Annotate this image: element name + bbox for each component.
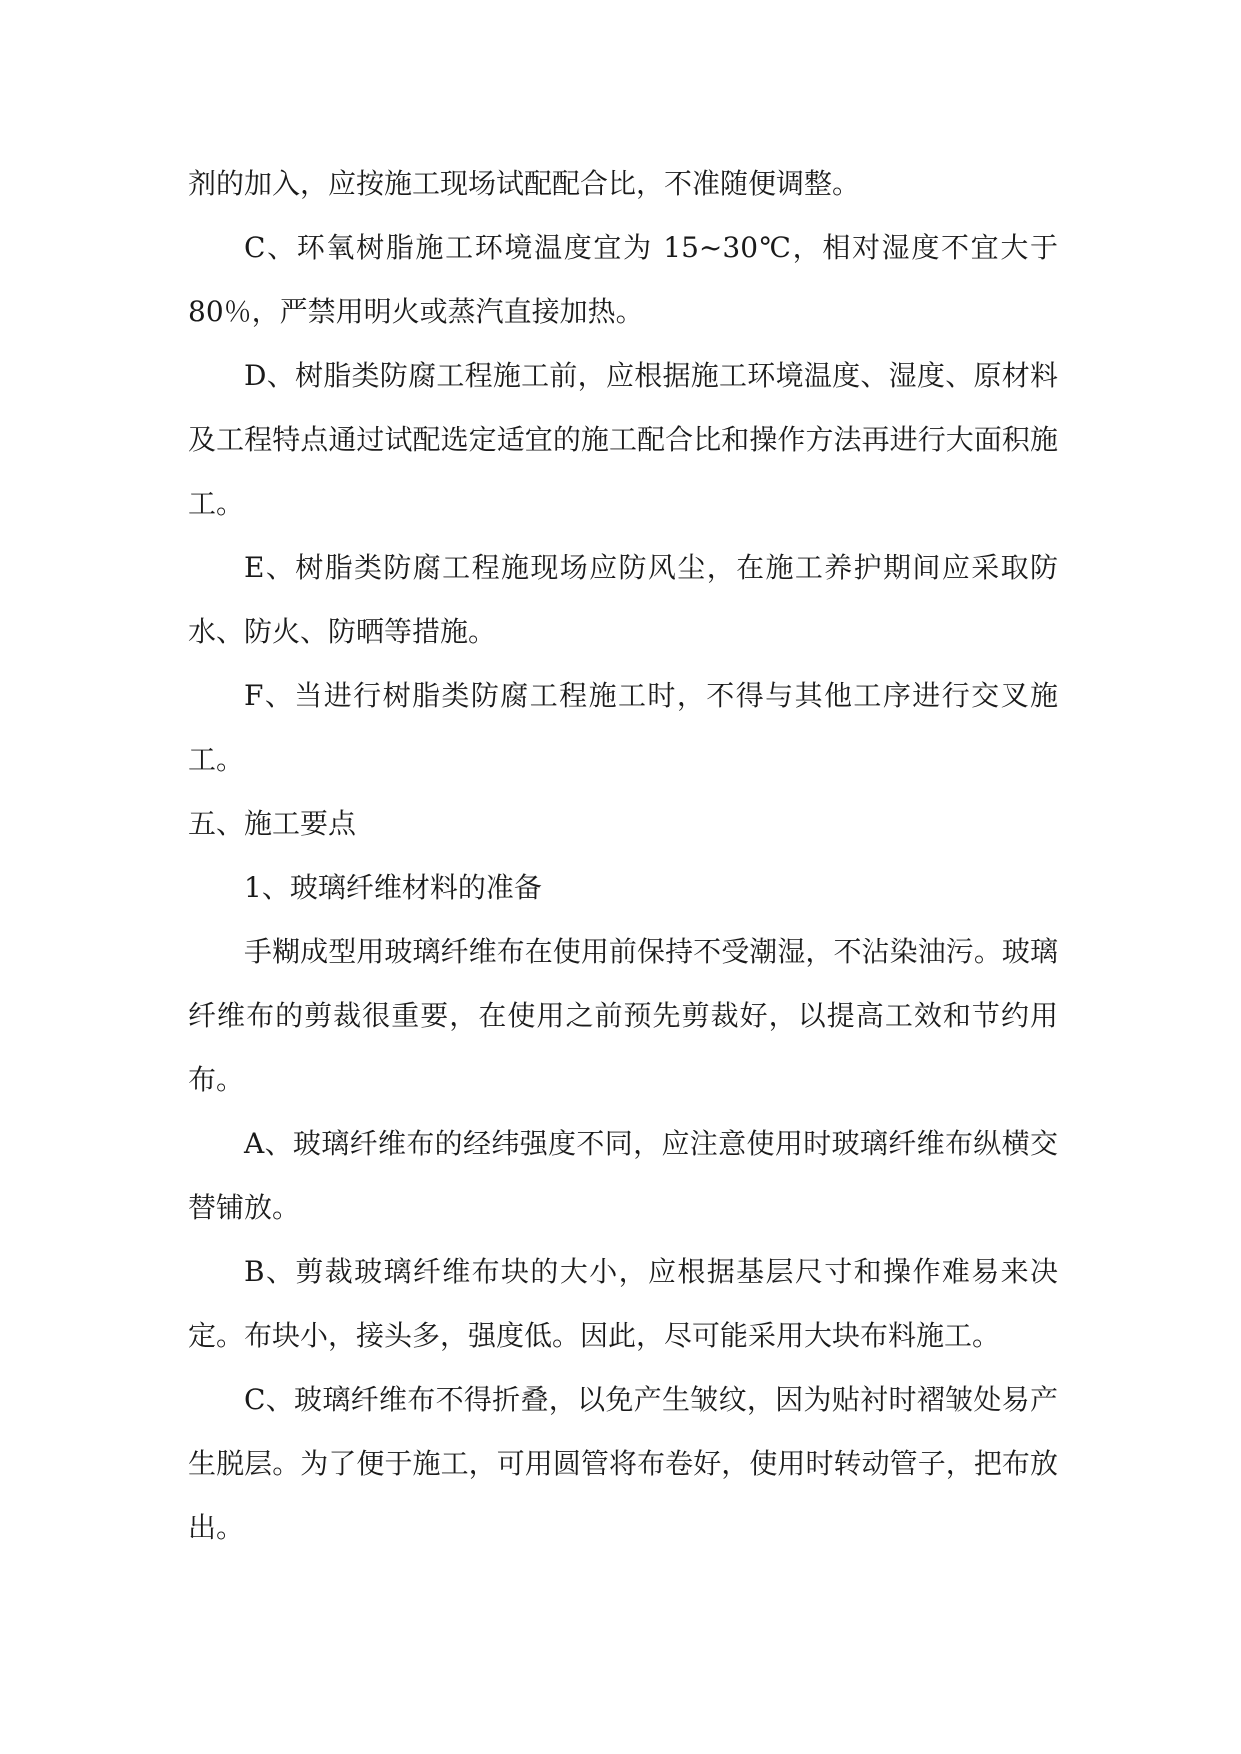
paragraph-item-d-trial-mix: D、树脂类防腐工程施工前，应根据施工环境温度、湿度、原材料及工程特点通过试配选定适宜的施工配合比和操作方法再进行大面积施工。 [188, 359, 1058, 520]
paragraph-continuation: 剂的加入，应按施工现场试配配合比，不准随便调整。 [188, 167, 861, 200]
paragraph-item-a-laying: A、玻璃纤维布的经纬强度不同，应注意使用时玻璃纤维布纵横交替铺放。 [188, 1127, 1058, 1224]
document-body [188, 152, 1058, 1560]
paragraph-item-b-cutting: B、剪裁玻璃纤维布块的大小，应根据基层尺寸和操作难易来决定。布块小，接头多，强度低。因此，尽可能采用大块布料施工。 [188, 1255, 1058, 1352]
paragraph-fiber-cloth-prep: 手糊成型用玻璃纤维布在使用前保持不受潮湿，不沾染油污。玻璃纤维布的剪裁很重要，在使用之前预先剪裁好，以提高工效和节约用布。 [188, 935, 1058, 1096]
paragraph-item-e-protection: E、树脂类防腐工程施现场应防风尘，在施工养护期间应采取防水、防火、防晒等措施。 [188, 551, 1058, 648]
paragraph-item-f-no-cross-work: F、当进行树脂类防腐工程施工时，不得与其他工序进行交叉施工。 [188, 679, 1058, 776]
section-heading: 五、施工要点 [188, 807, 357, 840]
subsection-heading: 1、玻璃纤维材料的准备 [244, 871, 542, 904]
paragraph-item-c-temperature: C、环氧树脂施工环境温度宜为 15~30℃，相对湿度不宜大于 80％，严禁用明火或蒸汽直接加热。 [188, 231, 1058, 328]
paragraph-item-c-no-folding: C、玻璃纤维布不得折叠，以免产生皱纹，因为贴衬时褶皱处易产生脱层。为了便于施工，可用圆管将布卷好，使用时转动管子，把布放出。 [188, 1383, 1058, 1544]
